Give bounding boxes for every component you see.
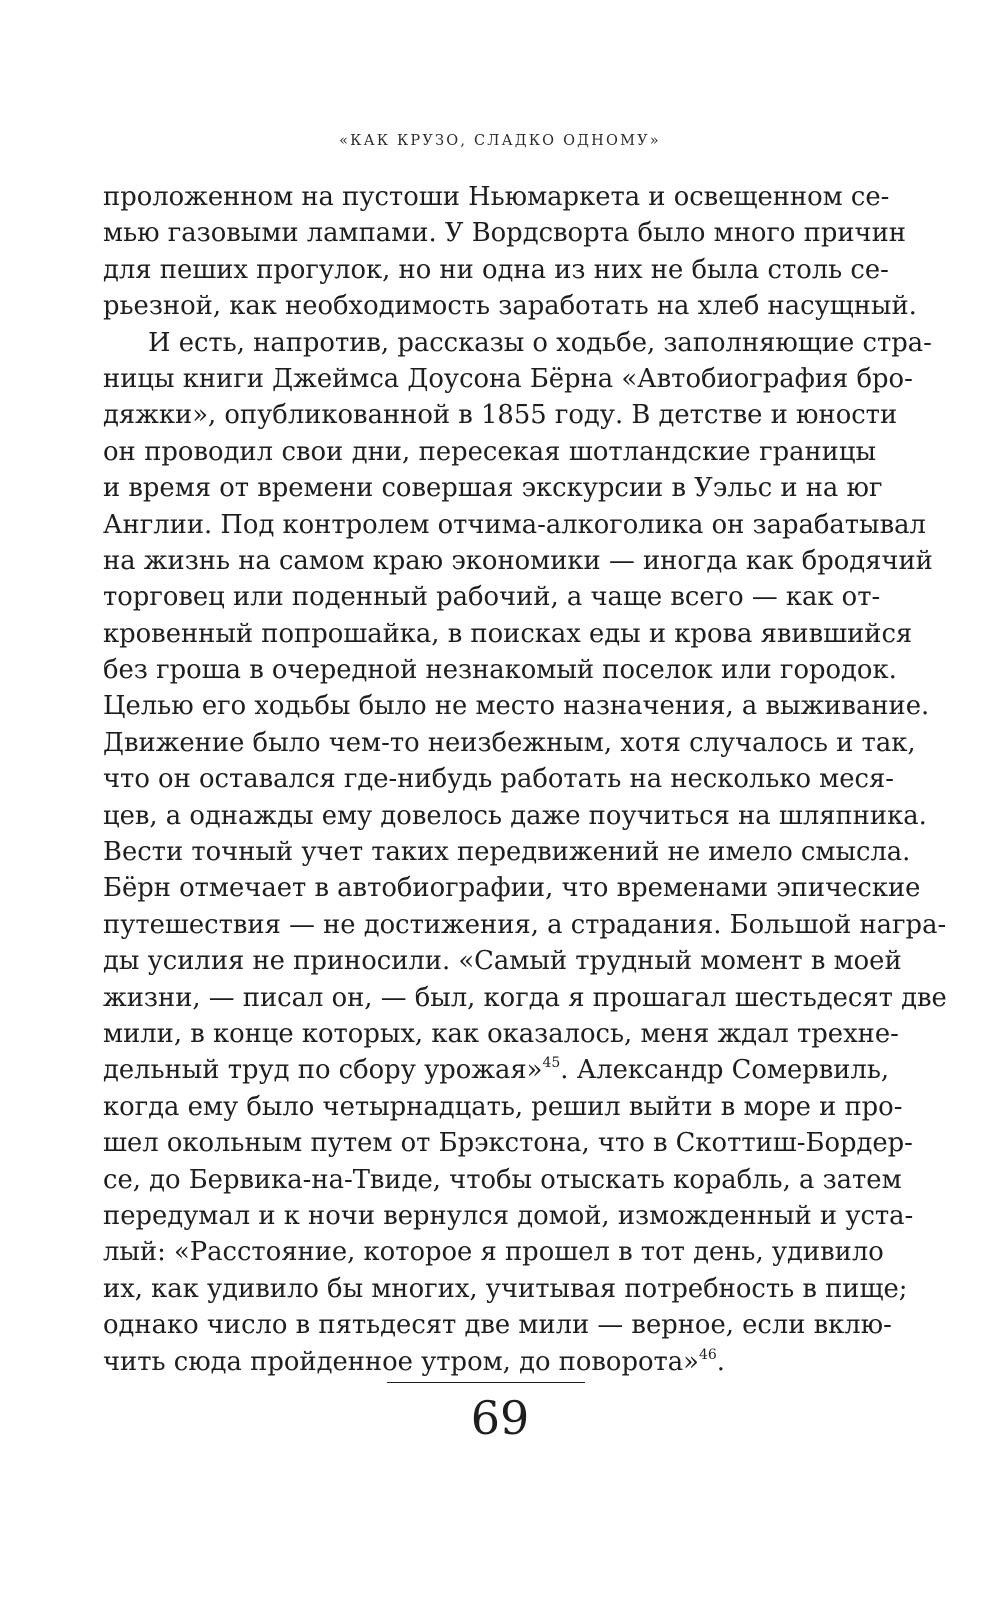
text-line: и время от времени совершая экскурсии в Уэльс и на юг [103, 473, 883, 504]
text-line: когда ему было четырнадцать, решил выйти в море и про- [103, 1091, 903, 1122]
footnote-marker: 45 [542, 1055, 561, 1072]
text-line: путешествия — не достижения, а страдания. Большой награ- [103, 909, 947, 940]
text-line: проложенном на пустоши Ньюмаркета и освещенном се- [103, 182, 890, 212]
text-line: он проводил свои дни, пересекая шотландские границы [103, 436, 876, 467]
text-line: Англии. Под контролем отчима-алкоголика он зарабатывал [103, 509, 926, 540]
text-line: кровенный попрошайка, в поисках еды и крова явившийся [103, 618, 913, 649]
text-line: рьезной, как необходимость заработать на хлеб насущный. [103, 291, 917, 322]
text-line: что он оставался где-нибудь работать на несколько меся- [103, 764, 894, 795]
text-segment: чить сюда пройденное утром, до поворота» [103, 1346, 699, 1377]
text-line: Вести точный учет таких передвижений не имело смысла. [103, 837, 911, 868]
text-line: жизни, — писал он, — был, когда я прошагал шестьдесят две [103, 982, 947, 1013]
folio-rule [387, 1382, 585, 1383]
body-text [103, 179, 947, 1380]
text-line: без гроша в очередной незнакомый поселок или городок. [103, 655, 897, 686]
text-line: дяжки», опубликованной в 1855 году. В детстве и юности [103, 400, 898, 431]
text-segment: дельный труд по сбору урожая» [103, 1055, 543, 1086]
text-line: мью газовыми лампами. У Вордсворта было много причин [103, 218, 907, 249]
text-line: торговец или поденный рабочий, а чаще всего — как от- [103, 582, 881, 613]
text-line: на жизнь на самом краю экономики — иногда как бродячий [103, 545, 933, 576]
running-head: «КАК КРУЗО, СЛАДКО ОДНОМУ» [339, 133, 661, 149]
text-line: ды усилия не приносили. «Самый трудный момент в моей [103, 946, 902, 977]
text-line: шел окольным путем от Брэкстона, что в Скоттиш-Бордер- [103, 1128, 913, 1159]
text-line: ницы книги Джеймса Доусона Бёрна «Автобиография бро- [103, 363, 913, 394]
footnote-marker: 46 [698, 1346, 717, 1363]
text-line: лый: «Расстояние, которое я прошел в тот день, удивило [103, 1237, 884, 1268]
text-line: мили, в конце которых, как оказалось, меня ждал трехне- [103, 1018, 899, 1049]
text-line-with-footnote [103, 1052, 890, 1088]
text-line: се, до Бервика-на-Твиде, чтобы отыскать корабль, а затем [103, 1164, 902, 1195]
text-line: Бёрн отмечает в автобиографии, что временами эпические [103, 873, 921, 904]
text-line-with-footnote [103, 1344, 876, 1380]
page-number: 69 [470, 1391, 530, 1445]
text-line: передумал и к ночи вернулся домой, изможденный и уста- [103, 1200, 914, 1231]
text-segment: . [716, 1346, 725, 1377]
text-line: Целью его ходьбы было не место назначения, а выживание. [103, 691, 930, 722]
text-line: для пеших прогулок, но ни одна из них не была столь се- [103, 254, 889, 285]
text-line: однако число в пятьдесят две мили — верное, если вклю- [103, 1310, 892, 1341]
text-line: их, как удивило бы многих, учитывая потребность в пище; [103, 1273, 908, 1304]
text-line: цев, а однажды ему довелось даже поучиться на шляпника. [103, 800, 927, 831]
text-segment: . Александр Сомервиль, [560, 1055, 890, 1086]
text-line: Движение было чем-то неизбежным, хотя случалось и так, [103, 727, 916, 758]
paragraph-first-line: И есть, напротив, рассказы о ходьбе, заполняющие стра- [148, 327, 932, 358]
